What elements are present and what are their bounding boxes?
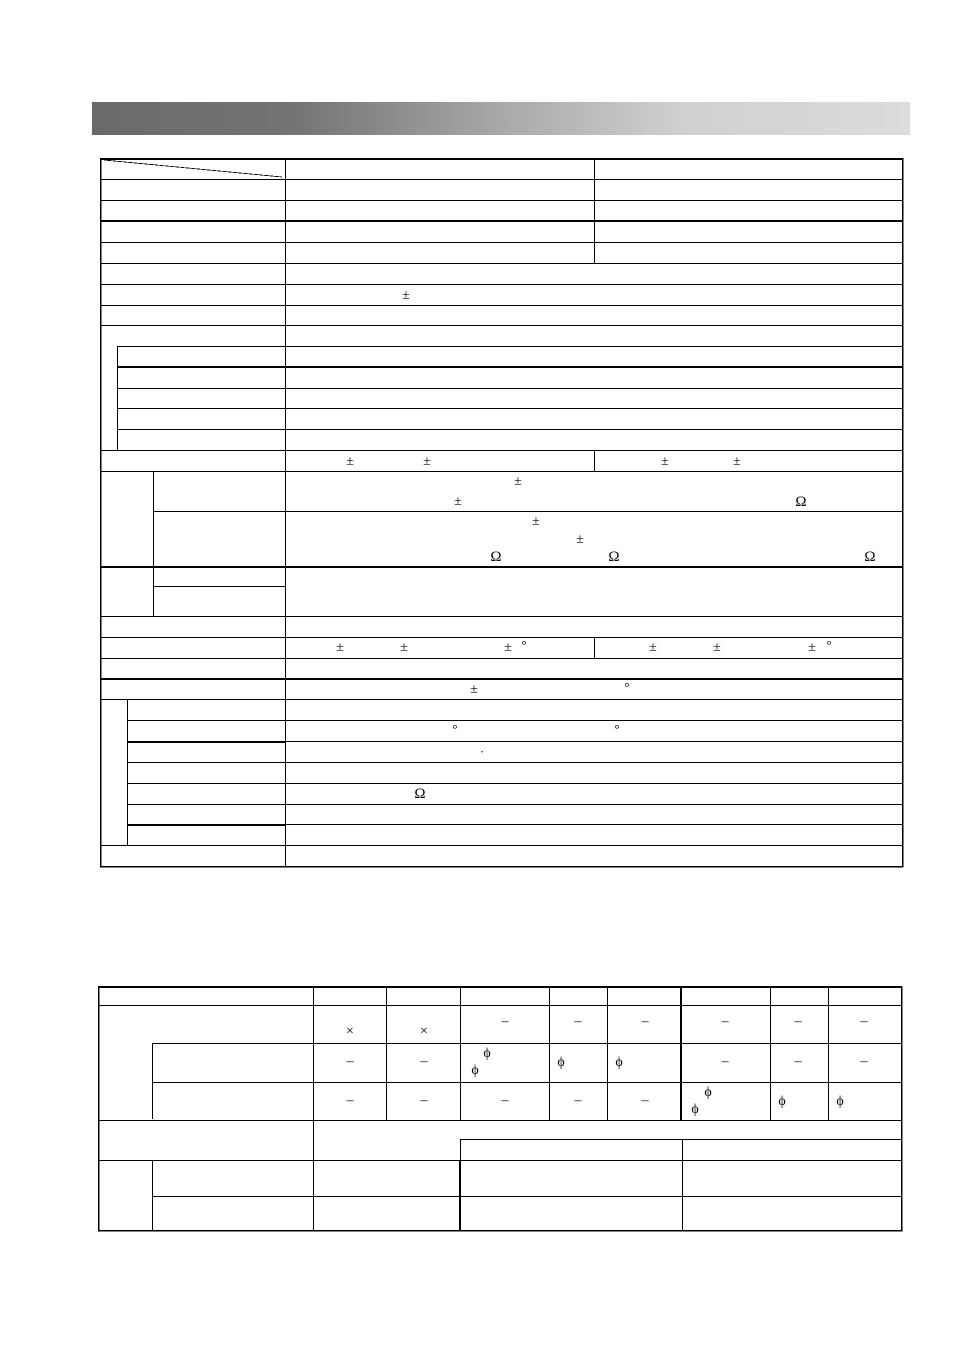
dash-symbol: – — [721, 1014, 729, 1029]
dash-symbol: – — [501, 1014, 509, 1029]
dash-symbol: – — [420, 1093, 428, 1108]
plus-minus-symbol: ± — [504, 640, 512, 655]
plus-minus-symbol: ± — [733, 454, 741, 469]
plus-minus-symbol: ± — [661, 454, 669, 469]
plus-minus-symbol: ± — [346, 454, 354, 469]
dash-symbol: – — [641, 1093, 649, 1108]
ohm-symbol: Ω — [490, 549, 502, 565]
ohm-symbol: Ω — [795, 494, 807, 510]
dash-symbol: – — [641, 1014, 649, 1029]
dash-symbol: – — [721, 1054, 729, 1069]
phi-symbol: ϕ — [691, 1102, 699, 1117]
degree-symbol: ° — [614, 721, 620, 736]
dash-symbol: – — [420, 1054, 428, 1069]
plus-minus-symbol: ± — [514, 474, 522, 489]
dash-symbol: – — [574, 1093, 582, 1108]
degree-symbol: ° — [521, 637, 527, 652]
dash-symbol: – — [794, 1014, 802, 1029]
phi-symbol: ϕ — [483, 1046, 491, 1061]
dot-symbol: · — [479, 744, 485, 759]
dash-symbol: – — [346, 1054, 354, 1069]
ohm-symbol: Ω — [864, 549, 876, 565]
phi-symbol: ϕ — [704, 1085, 712, 1100]
plus-minus-symbol: ± — [576, 532, 584, 547]
plus-minus-symbol: ± — [454, 494, 462, 509]
times-symbol: × — [346, 1024, 354, 1039]
plus-minus-symbol: ± — [649, 640, 657, 655]
plus-minus-symbol: ± — [423, 454, 431, 469]
degree-symbol: ° — [826, 637, 832, 652]
dash-symbol: – — [574, 1014, 582, 1029]
phi-symbol: ϕ — [557, 1055, 565, 1070]
ohm-symbol: Ω — [608, 549, 620, 565]
dash-symbol: – — [794, 1054, 802, 1069]
dash-symbol: – — [860, 1054, 868, 1069]
times-symbol: × — [420, 1024, 428, 1039]
phi-symbol: ϕ — [778, 1094, 786, 1109]
plus-minus-symbol: ± — [470, 682, 478, 697]
dash-symbol: – — [860, 1014, 868, 1029]
plus-minus-symbol: ± — [336, 640, 344, 655]
phi-symbol: ϕ — [615, 1055, 623, 1070]
plus-minus-symbol: ± — [402, 288, 410, 303]
plus-minus-symbol: ± — [808, 640, 816, 655]
degree-symbol: ° — [452, 721, 458, 736]
dash-symbol: – — [501, 1093, 509, 1108]
plus-minus-symbol: ± — [400, 640, 408, 655]
dash-symbol: – — [346, 1093, 354, 1108]
plus-minus-symbol: ± — [713, 640, 721, 655]
plus-minus-symbol: ± — [532, 514, 540, 529]
phi-symbol: ϕ — [471, 1063, 479, 1078]
phi-symbol: ϕ — [836, 1094, 844, 1109]
ohm-symbol: Ω — [414, 786, 426, 802]
degree-symbol: ° — [624, 679, 630, 694]
